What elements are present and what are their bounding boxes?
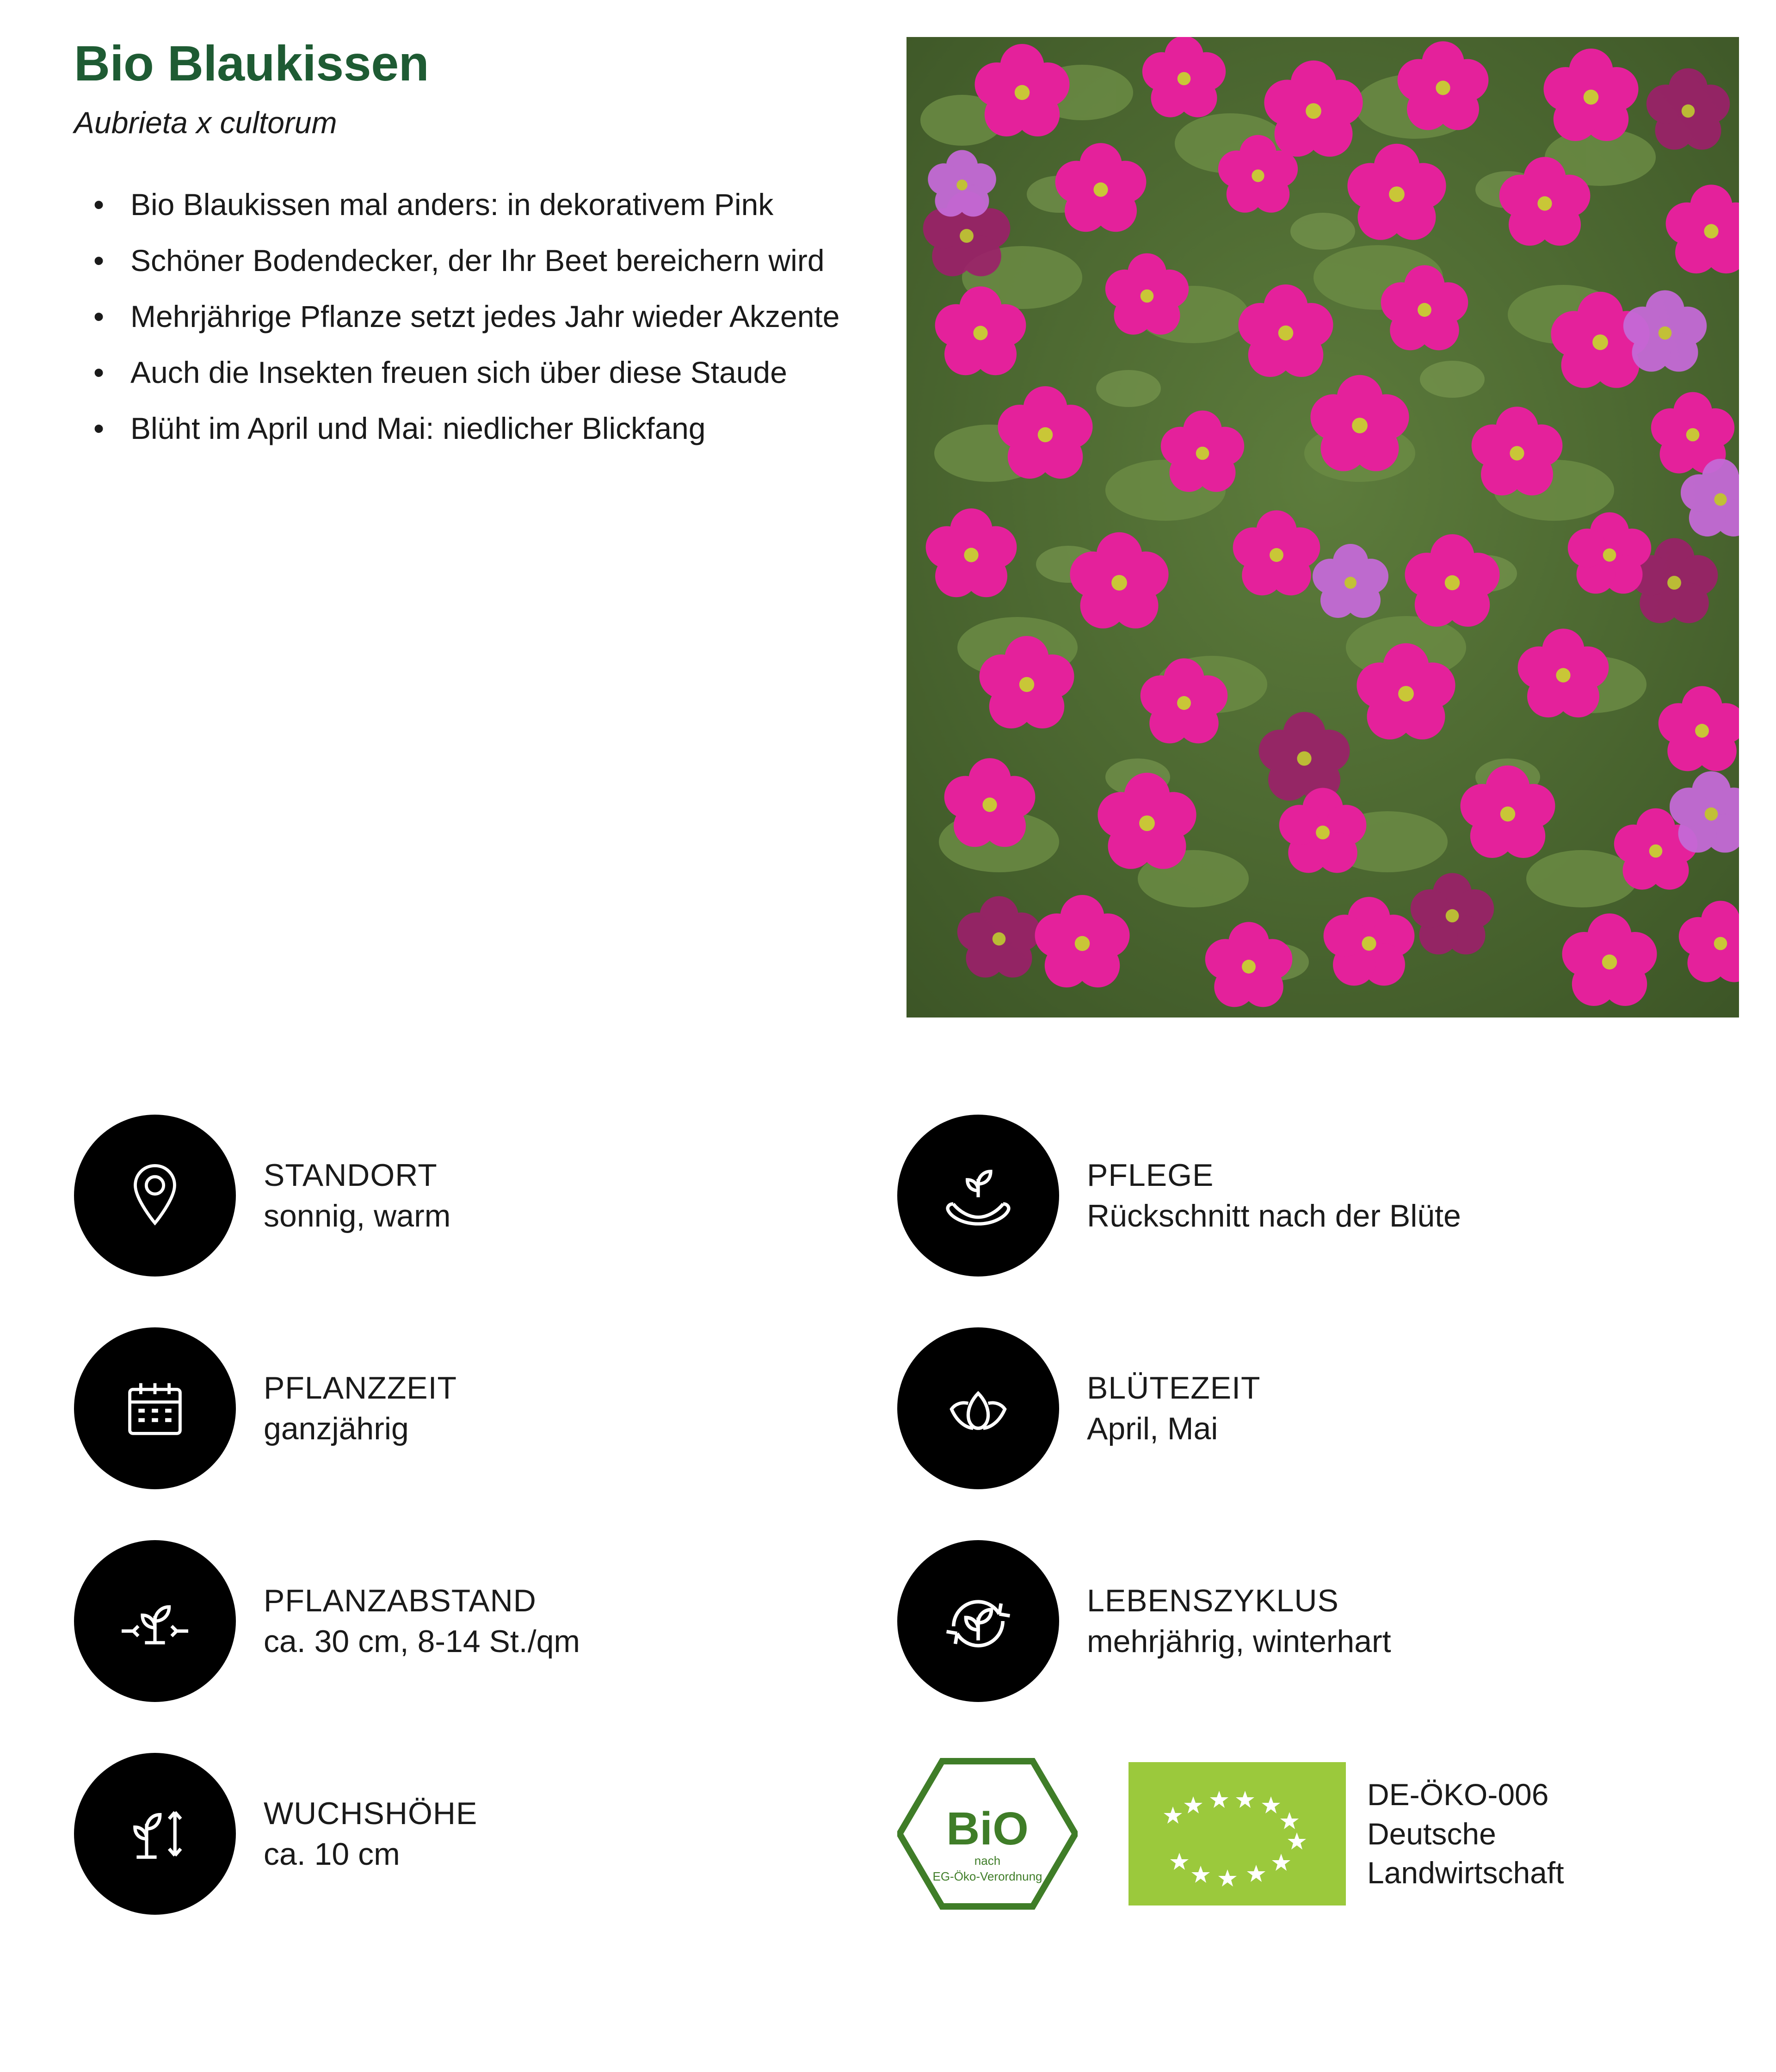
- bullet-marker: •: [93, 411, 105, 446]
- list-item: [74, 348, 906, 397]
- feature-bluetezeit: [897, 1327, 1720, 1489]
- feature-label: LEBENSZYKLUS: [1087, 1583, 1339, 1618]
- feature-pflanzabstand: [74, 1540, 897, 1702]
- icon-badge: [74, 1753, 236, 1915]
- bio-seal-line2: EG-Öko-Verordnung: [932, 1869, 1042, 1883]
- icon-badge: [74, 1115, 236, 1276]
- feature-text: [1087, 1583, 1391, 1659]
- feature-value: April, Mai: [1087, 1411, 1218, 1446]
- icon-badge: [897, 1115, 1059, 1276]
- botanical-name: Aubrieta x cultorum: [74, 105, 337, 140]
- feature-value: ganzjährig: [264, 1411, 409, 1446]
- icon-badge: [897, 1540, 1059, 1702]
- icon-badge: [897, 1327, 1059, 1489]
- eu-line1: Deutsche: [1367, 1816, 1496, 1851]
- list-item: [74, 292, 906, 341]
- feature-text: [264, 1370, 457, 1447]
- icon-badge: [74, 1540, 236, 1702]
- calendar-icon: [116, 1369, 194, 1448]
- list-item-text: Auch die Insekten freuen sich über diese Staude: [130, 355, 787, 390]
- feature-pflanzzeit: [74, 1327, 897, 1489]
- feature-label: PFLANZABSTAND: [264, 1583, 536, 1618]
- list-item-text: Schöner Bodendecker, der Ihr Beet bereichern wird: [130, 243, 825, 278]
- list-item: [74, 236, 906, 285]
- feature-standort: [74, 1115, 897, 1276]
- list-item-text: Bio Blaukissen mal anders: in dekorativem Pink: [130, 187, 774, 222]
- product-header: [0, 0, 1776, 1018]
- list-item: [74, 180, 906, 229]
- certification-logos: [897, 1753, 1720, 1915]
- feature-bullet-list: [74, 180, 906, 453]
- feature-label: PFLEGE: [1087, 1157, 1214, 1193]
- feature-wuchshoehe: [74, 1753, 897, 1915]
- bio-seal-word: BiO: [946, 1803, 1029, 1855]
- feature-lebenszyklus: [897, 1540, 1720, 1702]
- bio-seal-logo: [897, 1758, 1078, 1910]
- feature-label: PFLANZZEIT: [264, 1370, 457, 1406]
- bullet-marker: •: [93, 355, 105, 390]
- icon-badge: [74, 1327, 236, 1489]
- eu-line2: Landwirtschaft: [1367, 1856, 1564, 1890]
- feature-label: BLÜTEZEIT: [1087, 1370, 1261, 1406]
- feature-text: [264, 1795, 477, 1872]
- plant-height-icon: [113, 1792, 197, 1875]
- plant-photo: [906, 37, 1739, 1018]
- feature-grid: [0, 1115, 1776, 1915]
- page-title: Bio Blaukissen: [74, 35, 429, 91]
- eu-organic-text: [1367, 1775, 1564, 1892]
- eu-organic-logo: [1128, 1762, 1346, 1906]
- feature-value: ca. 10 cm: [264, 1837, 400, 1872]
- life-cycle-icon: [934, 1577, 1022, 1665]
- product-info: [0, 37, 906, 460]
- eu-leaf-stars-icon: [1128, 1762, 1346, 1906]
- feature-text: [1087, 1157, 1461, 1234]
- feature-text: [1087, 1370, 1261, 1447]
- feature-value: ca. 30 cm, 8-14 St./qm: [264, 1624, 580, 1659]
- feature-label: WUCHSHÖHE: [264, 1795, 478, 1831]
- feature-text: [264, 1583, 580, 1659]
- feature-label: STANDORT: [264, 1157, 438, 1193]
- feature-value: mehrjährig, winterhart: [1087, 1624, 1391, 1659]
- product-image-container: [906, 37, 1739, 1018]
- feature-pflege: [897, 1115, 1720, 1276]
- feature-text: [264, 1157, 450, 1234]
- bullet-marker: •: [93, 243, 105, 278]
- list-item: [74, 404, 906, 453]
- bullet-marker: •: [93, 299, 105, 334]
- feature-value: Rückschnitt nach der Blüte: [1087, 1198, 1461, 1233]
- list-item-text: Mehrjährige Pflanze setzt jedes Jahr wieder Akzente: [130, 299, 840, 334]
- eu-code: DE-ÖKO-006: [1367, 1777, 1549, 1812]
- bio-hexagon-icon: [897, 1758, 1078, 1910]
- blossom-icon: [937, 1367, 1020, 1450]
- list-item-text: Blüht im April und Mai: niedlicher Blickfang: [130, 411, 706, 446]
- bullet-marker: •: [93, 187, 105, 222]
- bio-seal-line1: nach: [974, 1854, 1001, 1868]
- plant-spacing-icon: [113, 1579, 197, 1663]
- feature-value: sonnig, warm: [264, 1198, 451, 1233]
- location-pin-icon: [116, 1156, 194, 1235]
- hand-seedling-icon: [937, 1154, 1020, 1237]
